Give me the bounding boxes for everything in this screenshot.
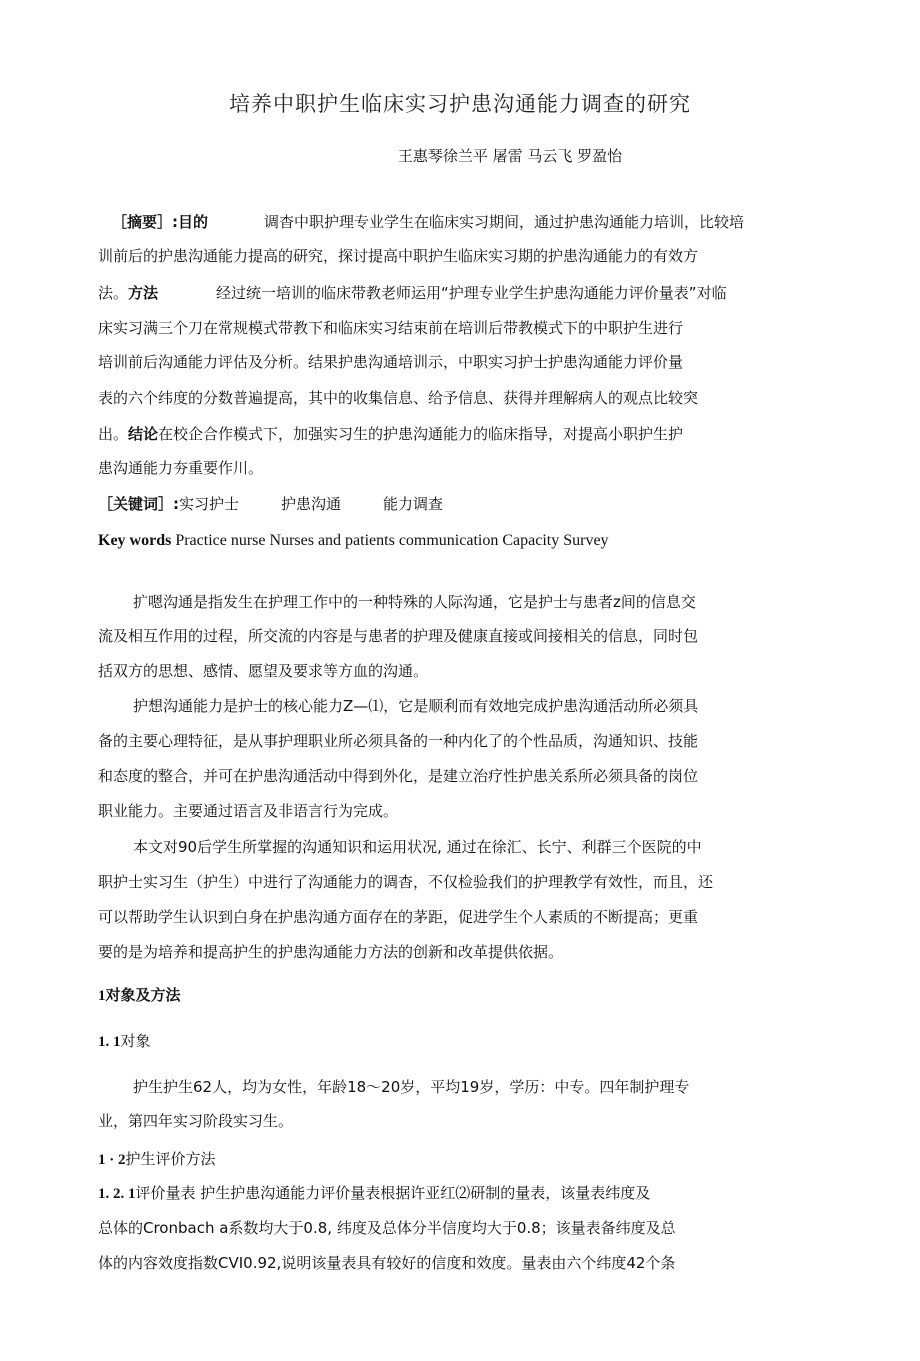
body-p3-line-2: 职护士实习生（护生）中进行了沟通能力的调杳，不仅检验我们的护理教学有效性，而且，还 [98, 873, 714, 891]
conclusion-label: 结论 [128, 425, 159, 443]
method-label: 方法 [128, 284, 159, 302]
body-p4-line-1: 护生护生62人，均为女性，年龄18～20岁，平均19岁，学历：中专。四年制护理专 [133, 1078, 690, 1096]
body-p5-line-1: 1. 2. 1评价量表 护生护患沟通能力评价量表根据许亚红⑵研制的量表，该量表纬度及 [98, 1184, 651, 1202]
abstract-text-3: 经过统一培训的临床带教老师运用“护理专业学生护患沟通能力评价量表”对临 [216, 284, 727, 302]
paper-title: 培养中职护生临床实习护患沟通能力调查的研究 [229, 92, 691, 116]
abstract-line-8: 患沟通能力夯重要作川。 [98, 459, 264, 477]
section-1-heading: 1对象及方法 [98, 986, 181, 1004]
abstract-line-3: 法。方法 经过统一培训的临床带教老师运用“护理专业学生护患沟通能力评价量表”对临 [98, 284, 727, 302]
abstract-line-1 [112, 212, 744, 232]
abstract-label: ［摘要］:目的 [112, 213, 208, 231]
body-p5-line-3: 体的内容效度指数CVI0.92,说明该量表具有较好的信度和效度。量表由六个纬度42个条 [98, 1254, 676, 1272]
body-p5-line-2: 总体的Cronbach a系数均大于0.8, 纬度及总体分半信度均大于0.8；该量表备纬度及总 [98, 1219, 676, 1237]
section-1-2-heading: 1 · 2护生评价方法 [98, 1150, 216, 1168]
abstract-line-4: 床实习满三个刀在常规模式带教下和临床实习结束前在培训后带教模式下的中职护生进行 [98, 319, 684, 337]
keywords-label: ［关键词］: [98, 495, 179, 513]
body-p3-line-4: 要的是为培养和提高护生的护患沟通能力方法的创新和改革提供依据。 [98, 943, 564, 961]
section-1-1-heading: 1. 1对象 [98, 1032, 151, 1050]
body-p1-line-3: 括双方的思想、感情、愿望及要求等方血的沟通。 [98, 662, 429, 680]
keyword-2: 护患沟通 [281, 495, 342, 513]
abstract-text-1: 调杳中职护理专业学生在临床实习期间，通过护患沟通能力培训，比较培 [264, 213, 745, 231]
abstract-line-2: 训前后的护患沟通能力提高的研究，探讨提高中职护生临床实习期的护患沟通能力的有效方 [98, 247, 699, 265]
body-p2-line-4: 职业能力。主要通过语言及非语言行为完成。 [98, 802, 399, 820]
body-p3-line-1: 本文对90后学生所掌握的沟通知识和运用状况, 通过在徐汇、长宁、利群三个医院的中 [133, 838, 702, 856]
body-p2-line-1: 护想沟通能力是护士的核心能力Z—⑴，它是顺利而有效地完成护患沟通活动所必须具 [133, 697, 699, 715]
body-p3-line-3: 可以帮助学生认识到白身在护患沟通方面存在的茅距，促进学生个人素质的不断提高；更重 [98, 908, 699, 926]
keywords-en-line [98, 531, 609, 551]
keywords-line [98, 494, 443, 514]
keywords-en-label: Key words [98, 532, 172, 549]
abstract-line-7: 出。结论在校企合作模式下，加强实习生的护患沟通能力的临床指导，对提高小职护生护 [98, 425, 684, 443]
keywords-en-text: Practice nurse Nurses and patients communication Capacity Survey [175, 532, 609, 549]
keyword-3: 能力调查 [383, 495, 444, 513]
keyword-1: 实习护士 [179, 495, 240, 513]
abstract-text-7: 在校企合作模式下，加强实习生的护患沟通能力的临床指导，对提高小职护生护 [158, 425, 684, 443]
body-p2-line-3: 和态度的整合，并可在护患沟通活动中得到外化，是建立治疗性护患关系所必须具备的岗位 [98, 767, 699, 785]
abstract-line-5: 培训前后沟通能力评估及分析。结果护患沟通培训示，中职实习护士护患沟通能力评价量 [98, 353, 684, 371]
body-p1-line-1: 扩嗯沟通是指发生在护理工作中的一种特殊的人际沟通，它是护士与患者z间的信息交 [133, 593, 696, 611]
body-p4-line-2: 业，第四年实习阶段实习生。 [98, 1112, 294, 1130]
body-p2-line-2: 备的主要心理特征，是从事护理职业所必须具备的一种内化了的个性品质，沟通知识、技能 [98, 732, 699, 750]
abstract-line-6: 表的六个纬度的分数普遍提高，其中的收集信息、给予信息、获得并理解病人的观点比较突 [98, 389, 699, 407]
body-p1-line-2: 流及相互作用的过程，所交流的内容是与患者的护理及健康直接或间接相关的信息，同时包 [98, 627, 699, 645]
author-list: 王惠琴徐兰平 屠雷 马云飞 罗盈怡 [397, 147, 623, 165]
